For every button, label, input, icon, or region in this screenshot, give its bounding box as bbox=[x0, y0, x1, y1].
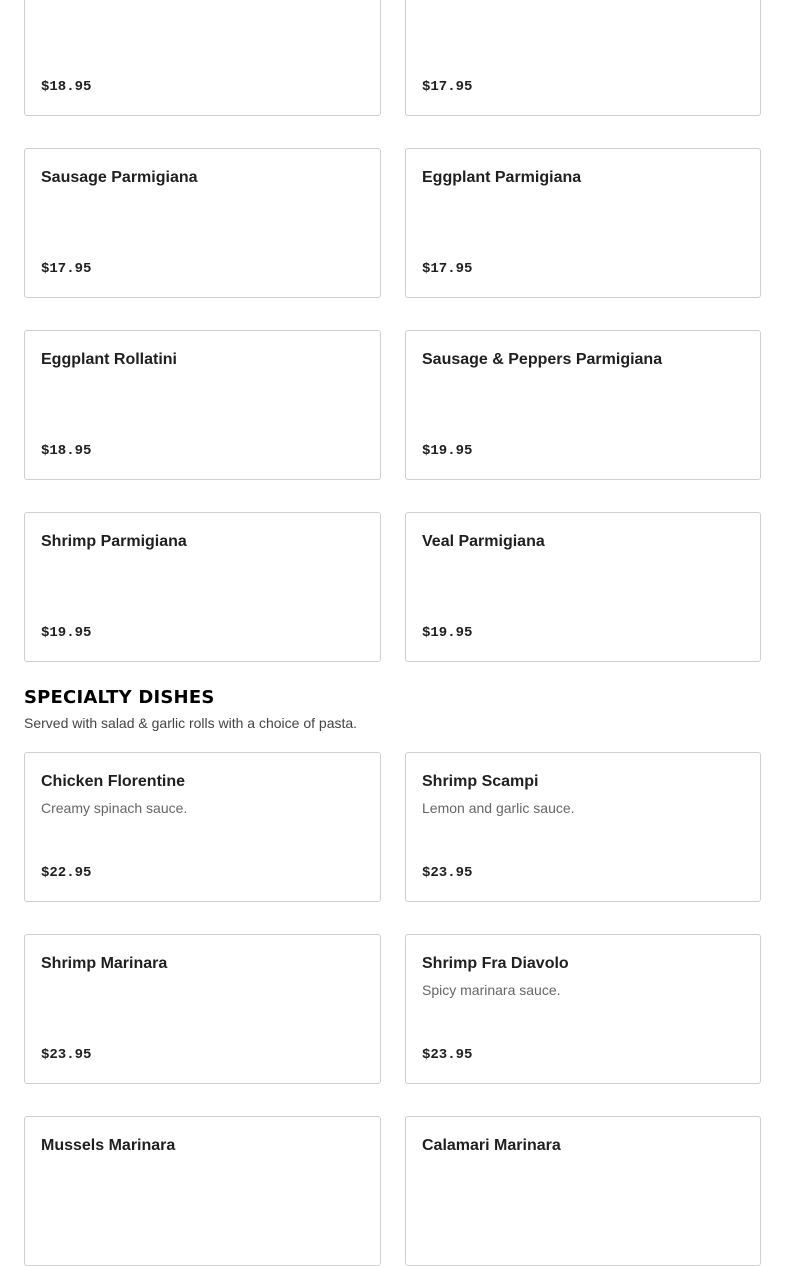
menu-item-card[interactable] bbox=[405, 512, 761, 662]
menu-item-price: $23.95 bbox=[422, 865, 473, 881]
menu-item-price: $17.95 bbox=[41, 261, 92, 277]
menu-grid-previous bbox=[24, 0, 761, 662]
menu-item-name: Sausage Parmigiana bbox=[41, 169, 198, 186]
menu-item-card[interactable] bbox=[405, 330, 761, 480]
menu-item-card[interactable] bbox=[24, 752, 381, 902]
menu-item-price: $23.95 bbox=[422, 1047, 473, 1063]
menu-item-card[interactable] bbox=[24, 148, 381, 298]
menu-item-name: Shrimp Marinara bbox=[41, 955, 168, 972]
menu-item-description: Spicy marinara sauce. bbox=[422, 982, 561, 998]
menu-item-price: $17.95 bbox=[422, 261, 473, 277]
menu-item-price: $18.95 bbox=[41, 443, 92, 459]
menu-item-name: Eggplant Rollatini bbox=[41, 351, 177, 368]
menu-item-description: Creamy spinach sauce. bbox=[41, 800, 188, 816]
section-header-specialty bbox=[24, 686, 761, 732]
menu-item-card[interactable] bbox=[24, 330, 381, 480]
menu-grid-specialty bbox=[24, 752, 761, 1266]
menu-item-name: Shrimp Fra Diavolo bbox=[422, 955, 569, 972]
menu-item-price: $17.95 bbox=[422, 79, 473, 95]
section-subtitle: Served with salad & garlic rolls with a choice of pasta. bbox=[24, 715, 358, 731]
menu-item-price: $19.95 bbox=[41, 625, 92, 641]
menu-content bbox=[24, 0, 761, 1266]
menu-item-card[interactable] bbox=[405, 148, 761, 298]
menu-item-card[interactable] bbox=[24, 934, 381, 1084]
menu-item-card[interactable] bbox=[24, 512, 381, 662]
menu-item-name: Sausage & Peppers Parmigiana bbox=[422, 351, 663, 368]
menu-item-price: $19.95 bbox=[422, 625, 473, 641]
menu-item-name: Veal Parmigiana bbox=[422, 533, 545, 550]
menu-item-description: Lemon and garlic sauce. bbox=[422, 800, 575, 816]
menu-item-card[interactable] bbox=[405, 0, 761, 116]
menu-item-price: $19.95 bbox=[422, 443, 473, 459]
menu-item-card[interactable] bbox=[405, 752, 761, 902]
menu-item-name: Calamari Marinara bbox=[422, 1137, 561, 1154]
menu-item-price: $22.95 bbox=[41, 865, 92, 881]
menu-item-price: $18.95 bbox=[41, 79, 92, 95]
menu-item-name: Mussels Marinara bbox=[41, 1137, 176, 1154]
menu-item-name: Shrimp Parmigiana bbox=[41, 533, 187, 550]
menu-item-name: Chicken Florentine bbox=[41, 773, 186, 790]
menu-item-name: Eggplant Parmigiana bbox=[422, 169, 582, 186]
menu-item-card[interactable] bbox=[405, 934, 761, 1084]
menu-item-name: Shrimp Scampi bbox=[422, 773, 539, 790]
menu-item-card[interactable] bbox=[405, 1116, 761, 1266]
menu-item-price: $23.95 bbox=[41, 1047, 92, 1063]
menu-item-card[interactable] bbox=[24, 0, 381, 116]
section-title: SPECIALTY DISHES bbox=[24, 687, 215, 708]
menu-item-card[interactable] bbox=[24, 1116, 381, 1266]
